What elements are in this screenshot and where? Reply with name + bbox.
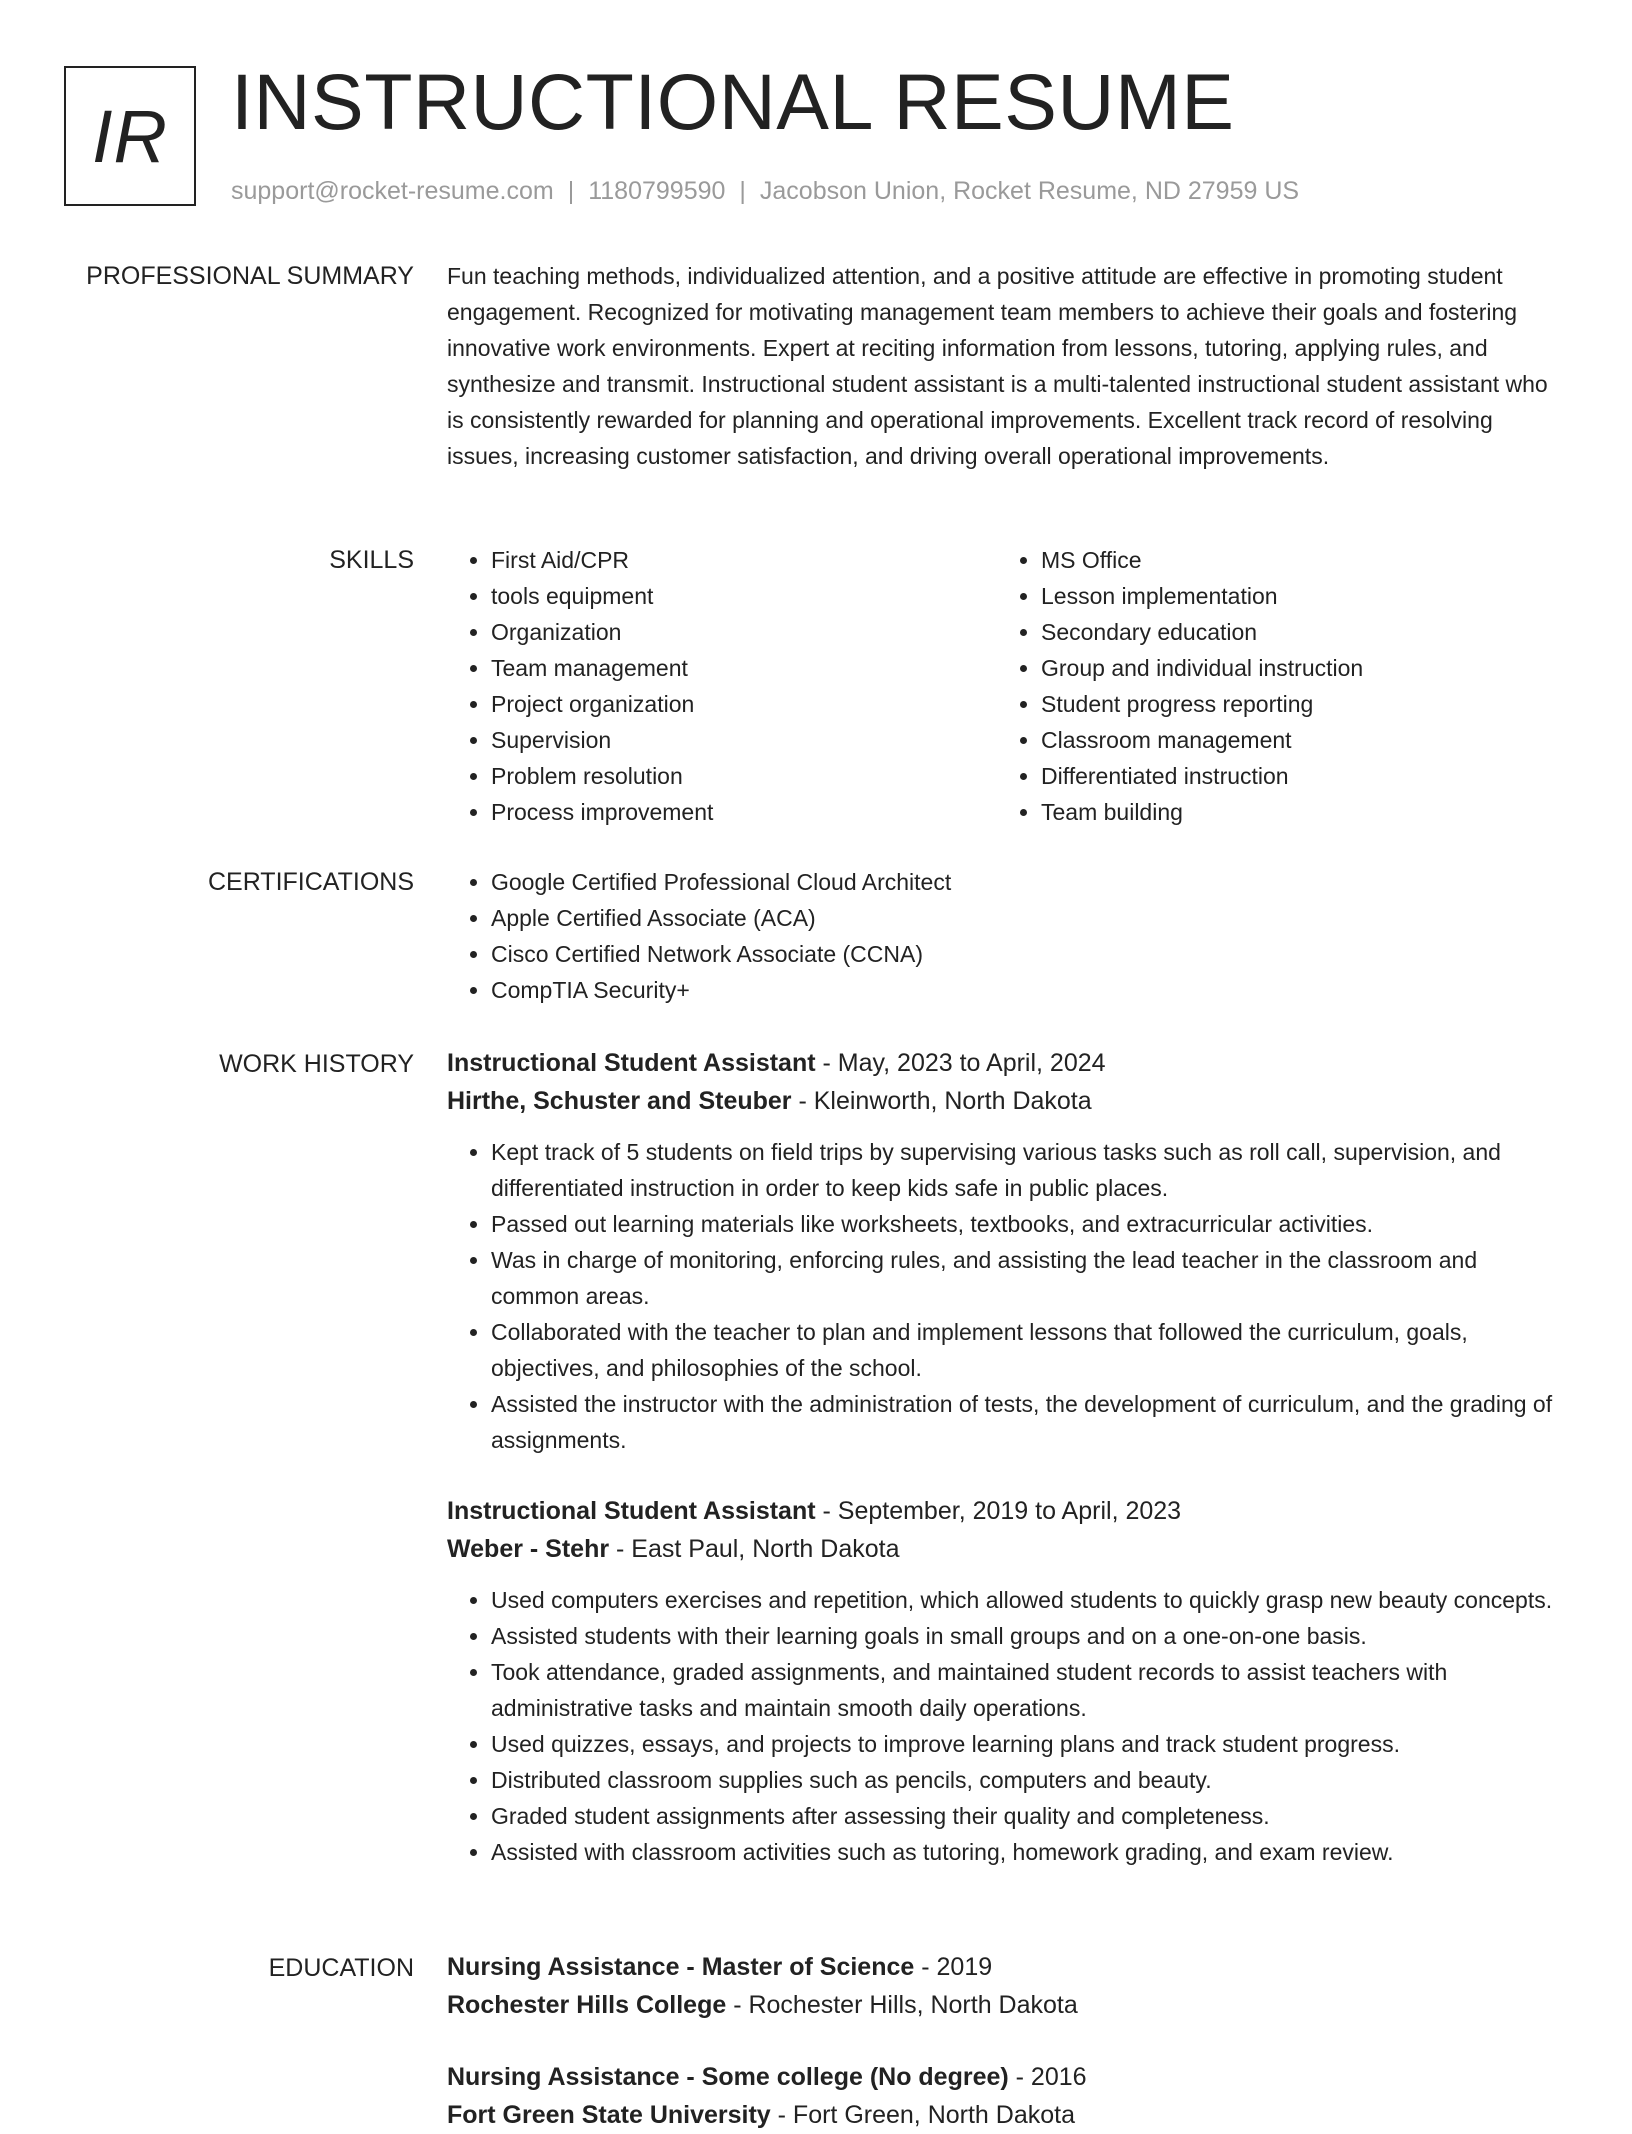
job-location: - East Paul, North Dakota [609, 1535, 900, 1563]
education-degree: Nursing Assistance - Master of Science [447, 1953, 915, 1981]
summary-text: Fun teaching methods, individualized attention, and a positive attitude are effective in promoting student engagement. Recognized for motivating management team members to achieve their goals and fostering innovative work environments. Expert at reciting information from lessons, tutoring, applying rules, and synthesize and transmit. Instructional student assistant is a multi-talented instructional student assistant who is consistently rewarded for planning and operational improvements. Excellent track record of resolving issues, increasing customer satisfaction, and driving overall operational improvements. [447, 263, 1548, 469]
education-school-line [447, 2096, 1562, 2134]
skill-item: • Secondary education [1041, 614, 1547, 650]
job-entry [447, 1044, 1562, 1458]
contact-separator: | [567, 177, 575, 205]
section-label-skills: SKILLS [329, 546, 414, 574]
education-year: - 2016 [1008, 2063, 1087, 2091]
contact-separator: | [739, 177, 746, 205]
skill-item: • Supervision [491, 722, 997, 758]
skill-item: • Organization [491, 614, 997, 650]
job-duty: • Collaborated with the teacher to plan and implement lessons that followed the curriculum, goals, objectives, and philosophies of the school. [491, 1314, 1562, 1386]
skill-item: • tools equipment [491, 578, 997, 614]
job-location: - Kleinworth, North Dakota [791, 1087, 1092, 1115]
skill-item: • Differentiated instruction [1041, 758, 1547, 794]
skill-item: • Team management [491, 650, 997, 686]
education-school: Rochester Hills College [447, 1991, 727, 2019]
certification-item: • Cisco Certified Network Associate (CCNA) [491, 936, 1562, 972]
job-duty: • Assisted with classroom activities such as tutoring, homework grading, and exam review. [491, 1834, 1562, 1870]
skills-list-right [997, 542, 1547, 830]
job-duties-list [447, 1134, 1562, 1458]
contact-line [231, 174, 1299, 208]
contact-address: Jacobson Union, Rocket Resume, ND 27959 US [759, 177, 1300, 205]
job-dates: - September, 2019 to April, 2023 [815, 1497, 1182, 1525]
education-school-line [447, 1986, 1562, 2024]
job-title: Instructional Student Assistant [447, 1049, 816, 1077]
education-degree: Nursing Assistance - Some college (No degree) [447, 2063, 1009, 2091]
job-duty: • Kept track of 5 students on field trips by supervising various tasks such as roll call, supervision, and differentiated instruction in order to keep kids safe in public places. [491, 1134, 1562, 1206]
skill-item: • Lesson implementation [1041, 578, 1547, 614]
skill-item: • Classroom management [1041, 722, 1547, 758]
job-duty: • Took attendance, graded assignments, and maintained student records to assist teachers with administrative tasks and maintain smooth daily operations. [491, 1654, 1562, 1726]
job-duty: • Used quizzes, essays, and projects to improve learning plans and track student progress. [491, 1726, 1562, 1762]
contact-email: support@rocket-resume.com [231, 177, 554, 205]
certifications-list [447, 864, 1562, 1008]
certification-item: • Apple Certified Associate (ACA) [491, 900, 1562, 936]
certification-item: • CompTIA Security+ [491, 972, 1562, 1008]
section-label-work-history: WORK HISTORY [219, 1050, 414, 1078]
contact-phone: 1180799590 [588, 177, 726, 205]
job-duty: • Distributed classroom supplies such as pencils, computers and beauty. [491, 1762, 1562, 1798]
job-company: Weber - Stehr [447, 1535, 610, 1563]
job-company-line [447, 1082, 1562, 1120]
job-duty: • Assisted students with their learning goals in small groups and on a one-on-one basis. [491, 1618, 1562, 1654]
education-entry [447, 1948, 1562, 2024]
education-degree-line [447, 1948, 1562, 1986]
job-duty: • Was in charge of monitoring, enforcing rules, and assisting the lead teacher in the classroom and common areas. [491, 1242, 1562, 1314]
education-location: - Rochester Hills, North Dakota [726, 1991, 1078, 2019]
skill-item: • Problem resolution [491, 758, 997, 794]
job-duty: • Graded student assignments after assessing their quality and completeness. [491, 1798, 1562, 1834]
skill-item: • Project organization [491, 686, 997, 722]
job-company: Hirthe, Schuster and Steuber [447, 1087, 792, 1115]
skills-list-left [447, 542, 997, 830]
section-label-summary: PROFESSIONAL SUMMARY [86, 262, 414, 290]
resume-title: INSTRUCTIONAL RESUME [231, 57, 1235, 146]
skill-item: • Team building [1041, 794, 1547, 830]
section-label-certifications: CERTIFICATIONS [207, 868, 414, 896]
job-duty: • Used computers exercises and repetition, which allowed students to quickly grasp new beauty concepts. [491, 1582, 1562, 1618]
skill-item: • Process improvement [491, 794, 997, 830]
job-company-line [447, 1530, 1562, 1568]
education-school: Fort Green State University [447, 2101, 771, 2129]
education-degree-line [447, 2058, 1562, 2096]
monogram-logo: IR [64, 66, 196, 206]
job-duty: • Passed out learning materials like worksheets, textbooks, and extracurricular activities. [491, 1206, 1562, 1242]
job-entry [447, 1492, 1562, 1870]
job-title: Instructional Student Assistant [447, 1497, 816, 1525]
education-year: - 2019 [914, 1953, 993, 1981]
education-location: - Fort Green, North Dakota [770, 2101, 1075, 2129]
job-title-line [447, 1492, 1562, 1530]
certification-item: • Google Certified Professional Cloud Architect [491, 864, 1562, 900]
job-dates: - May, 2023 to April, 2024 [815, 1049, 1106, 1077]
skill-item: • MS Office [1041, 542, 1547, 578]
section-label-education: EDUCATION [268, 1954, 414, 1982]
education-entry [447, 2058, 1562, 2134]
job-duties-list [447, 1582, 1562, 1870]
job-title-line [447, 1044, 1562, 1082]
skill-item: • Student progress reporting [1041, 686, 1547, 722]
skill-item: • Group and individual instruction [1041, 650, 1547, 686]
skill-item: • First Aid/CPR [491, 542, 997, 578]
job-duty: • Assisted the instructor with the administration of tests, the development of curriculum, and the grading of assignments. [491, 1386, 1562, 1458]
